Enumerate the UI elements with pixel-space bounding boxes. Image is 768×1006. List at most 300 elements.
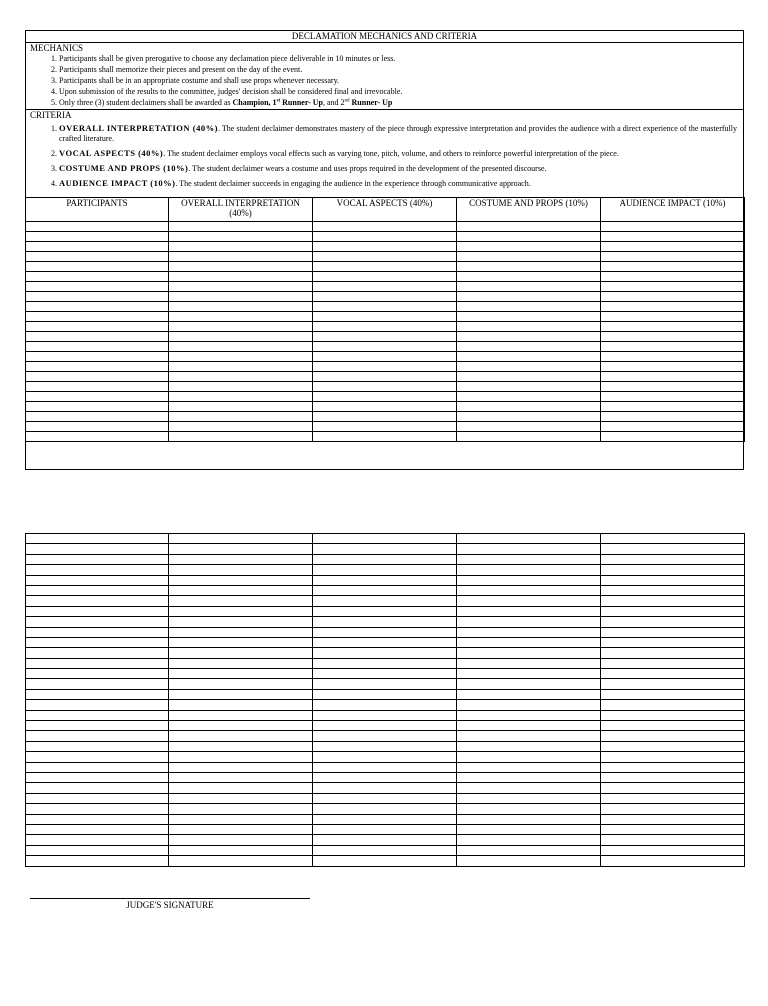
score-cell[interactable] bbox=[457, 252, 601, 262]
score-cell[interactable] bbox=[313, 232, 457, 242]
score-cell[interactable] bbox=[313, 534, 457, 544]
score-cell[interactable] bbox=[26, 689, 169, 699]
score-cell[interactable] bbox=[169, 382, 313, 392]
score-cell[interactable] bbox=[26, 402, 169, 412]
score-cell[interactable] bbox=[457, 689, 601, 699]
score-cell[interactable] bbox=[457, 741, 601, 751]
table-row bbox=[26, 302, 745, 312]
score-cell[interactable] bbox=[169, 412, 313, 422]
mechanics-item: 3. Participants shall be in an appropriate costume and shall use props whenever necessary. bbox=[59, 75, 743, 86]
score-cell[interactable] bbox=[457, 606, 601, 616]
score-cell[interactable] bbox=[601, 362, 745, 372]
score-cell[interactable] bbox=[313, 352, 457, 362]
score-cell[interactable] bbox=[601, 814, 745, 824]
score-cell[interactable] bbox=[601, 679, 745, 689]
score-cell[interactable] bbox=[169, 432, 313, 442]
score-cell[interactable] bbox=[26, 731, 169, 741]
score-cell[interactable] bbox=[601, 575, 745, 585]
score-cell[interactable] bbox=[601, 302, 745, 312]
score-cell[interactable] bbox=[169, 637, 313, 647]
score-cell[interactable] bbox=[601, 669, 745, 679]
score-cell[interactable] bbox=[26, 648, 169, 658]
score-cell[interactable] bbox=[601, 402, 745, 412]
score-cell[interactable] bbox=[601, 312, 745, 322]
score-cell[interactable] bbox=[457, 585, 601, 595]
score-cell[interactable] bbox=[26, 637, 169, 647]
score-cell[interactable] bbox=[457, 392, 601, 402]
table-row bbox=[26, 804, 745, 814]
score-cell[interactable] bbox=[313, 262, 457, 272]
score-cell[interactable] bbox=[601, 752, 745, 762]
score-cell[interactable] bbox=[457, 402, 601, 412]
score-cell[interactable] bbox=[601, 689, 745, 699]
score-cell[interactable] bbox=[313, 565, 457, 575]
score-cell[interactable] bbox=[313, 731, 457, 741]
score-cell[interactable] bbox=[601, 372, 745, 382]
score-cell[interactable] bbox=[601, 731, 745, 741]
score-cell[interactable] bbox=[169, 783, 313, 793]
score-cell[interactable] bbox=[26, 382, 169, 392]
score-cell[interactable] bbox=[457, 302, 601, 312]
score-cell[interactable] bbox=[601, 648, 745, 658]
score-cell[interactable] bbox=[26, 679, 169, 689]
score-cell[interactable] bbox=[457, 679, 601, 689]
score-cell[interactable] bbox=[313, 382, 457, 392]
score-cell[interactable] bbox=[313, 252, 457, 262]
score-cell[interactable] bbox=[169, 772, 313, 782]
score-cell[interactable] bbox=[457, 322, 601, 332]
score-cell[interactable] bbox=[313, 648, 457, 658]
score-cell[interactable] bbox=[26, 772, 169, 782]
score-cell[interactable] bbox=[26, 392, 169, 402]
score-cell[interactable] bbox=[169, 585, 313, 595]
score-cell[interactable] bbox=[313, 342, 457, 352]
score-cell[interactable] bbox=[457, 814, 601, 824]
award-and: , and 2 bbox=[322, 98, 345, 107]
score-cell[interactable] bbox=[457, 312, 601, 322]
score-cell[interactable] bbox=[26, 372, 169, 382]
table-row bbox=[26, 669, 745, 679]
score-cell[interactable] bbox=[457, 575, 601, 585]
score-cell[interactable] bbox=[169, 262, 313, 272]
score-cell[interactable] bbox=[601, 565, 745, 575]
score-cell[interactable] bbox=[26, 804, 169, 814]
score-cell[interactable] bbox=[313, 242, 457, 252]
score-cell[interactable] bbox=[169, 554, 313, 564]
score-cell[interactable] bbox=[26, 422, 169, 432]
score-cell[interactable] bbox=[601, 282, 745, 292]
score-cell[interactable] bbox=[26, 658, 169, 668]
score-cell[interactable] bbox=[601, 322, 745, 332]
score-cell[interactable] bbox=[169, 814, 313, 824]
score-cell[interactable] bbox=[169, 252, 313, 262]
score-cell[interactable] bbox=[313, 669, 457, 679]
score-cell[interactable] bbox=[169, 362, 313, 372]
mechanics-section bbox=[26, 43, 743, 110]
score-cell[interactable] bbox=[313, 322, 457, 332]
table-row bbox=[26, 741, 745, 751]
score-cell[interactable] bbox=[169, 332, 313, 342]
award-champion: Champion, 1 bbox=[232, 98, 277, 107]
score-cell[interactable] bbox=[26, 824, 169, 834]
score-cell[interactable] bbox=[169, 402, 313, 412]
score-cell[interactable] bbox=[169, 710, 313, 720]
score-cell[interactable] bbox=[601, 432, 745, 442]
score-cell[interactable] bbox=[26, 272, 169, 282]
score-cell[interactable] bbox=[601, 422, 745, 432]
score-cell[interactable] bbox=[313, 721, 457, 731]
table-row bbox=[26, 412, 745, 422]
score-cell[interactable] bbox=[313, 824, 457, 834]
score-cell[interactable] bbox=[26, 585, 169, 595]
score-cell[interactable] bbox=[601, 658, 745, 668]
score-cell[interactable] bbox=[169, 856, 313, 866]
score-cell[interactable] bbox=[313, 585, 457, 595]
score-cell[interactable] bbox=[601, 412, 745, 422]
score-cell[interactable] bbox=[26, 432, 169, 442]
score-cell[interactable] bbox=[457, 793, 601, 803]
criteria-item-text: . The student declaimer succeeds in engaging the audience in the experience through communicative approach. bbox=[175, 179, 531, 188]
score-cell[interactable] bbox=[601, 606, 745, 616]
score-cell[interactable] bbox=[26, 292, 169, 302]
score-cell[interactable] bbox=[26, 534, 169, 544]
criteria-item-text: . The student declaimer employs vocal effects such as varying tone, pitch, volume, and others to reinforce powerful interpretation of the piece. bbox=[163, 149, 619, 158]
score-cell[interactable] bbox=[457, 272, 601, 282]
score-cell[interactable] bbox=[169, 804, 313, 814]
score-cell[interactable] bbox=[313, 596, 457, 606]
score-cell[interactable] bbox=[169, 534, 313, 544]
table-row bbox=[26, 565, 745, 575]
score-cell[interactable] bbox=[169, 222, 313, 232]
score-cell[interactable] bbox=[169, 700, 313, 710]
score-cell[interactable] bbox=[26, 242, 169, 252]
score-cell[interactable] bbox=[313, 835, 457, 845]
score-cell[interactable] bbox=[313, 362, 457, 372]
score-cell[interactable] bbox=[26, 565, 169, 575]
score-cell[interactable] bbox=[457, 669, 601, 679]
score-cell[interactable] bbox=[26, 783, 169, 793]
score-cell[interactable] bbox=[601, 627, 745, 637]
score-cell[interactable] bbox=[26, 332, 169, 342]
score-cell[interactable] bbox=[169, 372, 313, 382]
score-cell[interactable] bbox=[169, 544, 313, 554]
table-row bbox=[26, 585, 745, 595]
score-cell[interactable] bbox=[169, 596, 313, 606]
score-cell[interactable] bbox=[26, 342, 169, 352]
score-cell[interactable] bbox=[457, 783, 601, 793]
score-cell[interactable] bbox=[457, 648, 601, 658]
score-cell[interactable] bbox=[169, 648, 313, 658]
score-cell[interactable] bbox=[601, 637, 745, 647]
score-cell[interactable] bbox=[601, 262, 745, 272]
score-cell[interactable] bbox=[169, 302, 313, 312]
score-cell[interactable] bbox=[313, 302, 457, 312]
score-cell[interactable] bbox=[169, 845, 313, 855]
score-cell[interactable] bbox=[313, 637, 457, 647]
score-cell[interactable] bbox=[26, 596, 169, 606]
score-cell[interactable] bbox=[601, 793, 745, 803]
score-cell[interactable] bbox=[457, 382, 601, 392]
score-cell[interactable] bbox=[313, 814, 457, 824]
score-cell[interactable] bbox=[457, 282, 601, 292]
score-cell[interactable] bbox=[26, 752, 169, 762]
score-cell[interactable] bbox=[313, 741, 457, 751]
score-cell[interactable] bbox=[26, 252, 169, 262]
table-row bbox=[26, 432, 745, 442]
score-cell[interactable] bbox=[601, 783, 745, 793]
score-cell[interactable] bbox=[313, 575, 457, 585]
score-cell[interactable] bbox=[313, 272, 457, 282]
score-cell[interactable] bbox=[601, 585, 745, 595]
score-cell[interactable] bbox=[26, 627, 169, 637]
header-costume-and-props: COSTUME AND PROPS (10%) bbox=[457, 198, 601, 222]
score-cell[interactable] bbox=[26, 312, 169, 322]
table-row bbox=[26, 814, 745, 824]
score-cell[interactable] bbox=[601, 845, 745, 855]
score-cell[interactable] bbox=[601, 772, 745, 782]
score-cell[interactable] bbox=[313, 856, 457, 866]
score-cell[interactable] bbox=[169, 242, 313, 252]
score-cell[interactable] bbox=[457, 432, 601, 442]
table-row bbox=[26, 362, 745, 372]
score-cell[interactable] bbox=[601, 544, 745, 554]
score-cell[interactable] bbox=[26, 575, 169, 585]
score-cell[interactable] bbox=[601, 741, 745, 751]
score-cell[interactable] bbox=[601, 804, 745, 814]
score-cell[interactable] bbox=[601, 232, 745, 242]
score-cell[interactable] bbox=[457, 292, 601, 302]
score-cell[interactable] bbox=[313, 282, 457, 292]
score-cell[interactable] bbox=[457, 731, 601, 741]
score-cell[interactable] bbox=[313, 312, 457, 322]
score-cell[interactable] bbox=[26, 412, 169, 422]
table-row bbox=[26, 679, 745, 689]
score-cell[interactable] bbox=[169, 617, 313, 627]
score-cell[interactable] bbox=[457, 658, 601, 668]
score-cell[interactable] bbox=[601, 292, 745, 302]
score-cell[interactable] bbox=[26, 606, 169, 616]
table-row bbox=[26, 242, 745, 252]
score-cell[interactable] bbox=[26, 721, 169, 731]
score-cell[interactable] bbox=[457, 617, 601, 627]
score-cell[interactable] bbox=[601, 824, 745, 834]
score-cell[interactable] bbox=[169, 793, 313, 803]
score-cell[interactable] bbox=[601, 222, 745, 232]
score-cell[interactable] bbox=[313, 762, 457, 772]
score-cell[interactable] bbox=[457, 762, 601, 772]
score-cell[interactable] bbox=[169, 679, 313, 689]
score-cell[interactable] bbox=[457, 534, 601, 544]
score-cell[interactable] bbox=[457, 835, 601, 845]
score-cell[interactable] bbox=[457, 352, 601, 362]
score-cell[interactable] bbox=[457, 362, 601, 372]
score-cell[interactable] bbox=[26, 232, 169, 242]
score-cell[interactable] bbox=[457, 222, 601, 232]
score-cell[interactable] bbox=[26, 669, 169, 679]
score-cell[interactable] bbox=[457, 627, 601, 637]
score-cell[interactable] bbox=[457, 332, 601, 342]
score-cell[interactable] bbox=[457, 752, 601, 762]
score-cell[interactable] bbox=[601, 596, 745, 606]
score-cell[interactable] bbox=[457, 342, 601, 352]
score-cell[interactable] bbox=[601, 272, 745, 282]
score-cell[interactable] bbox=[26, 762, 169, 772]
score-cell[interactable] bbox=[313, 752, 457, 762]
score-cell[interactable] bbox=[313, 222, 457, 232]
score-cell[interactable] bbox=[169, 392, 313, 402]
score-cell[interactable] bbox=[169, 689, 313, 699]
score-cell[interactable] bbox=[169, 627, 313, 637]
score-cell[interactable] bbox=[26, 302, 169, 312]
score-cell[interactable] bbox=[313, 544, 457, 554]
score-cell[interactable] bbox=[313, 783, 457, 793]
score-cell[interactable] bbox=[26, 554, 169, 564]
score-cell[interactable] bbox=[601, 700, 745, 710]
score-cell[interactable] bbox=[26, 322, 169, 332]
score-cell[interactable] bbox=[313, 332, 457, 342]
score-cell[interactable] bbox=[169, 658, 313, 668]
score-cell[interactable] bbox=[601, 382, 745, 392]
score-cell[interactable] bbox=[601, 710, 745, 720]
score-cell[interactable] bbox=[26, 710, 169, 720]
score-cell[interactable] bbox=[313, 793, 457, 803]
score-cell[interactable] bbox=[169, 575, 313, 585]
score-cell[interactable] bbox=[26, 222, 169, 232]
table-row bbox=[26, 312, 745, 322]
score-cell[interactable] bbox=[457, 710, 601, 720]
table-row bbox=[26, 422, 745, 432]
criteria-item-title: OVERALL INTERPRETATION (40%) bbox=[59, 123, 218, 133]
score-cell[interactable] bbox=[169, 741, 313, 751]
score-cell[interactable] bbox=[601, 252, 745, 262]
score-cell[interactable] bbox=[169, 824, 313, 834]
score-cell[interactable] bbox=[169, 422, 313, 432]
score-cell[interactable] bbox=[313, 710, 457, 720]
score-cell[interactable] bbox=[169, 352, 313, 362]
score-cell[interactable] bbox=[457, 772, 601, 782]
score-cell[interactable] bbox=[169, 232, 313, 242]
score-cell[interactable] bbox=[457, 544, 601, 554]
criteria-section bbox=[26, 110, 743, 189]
score-cell[interactable] bbox=[169, 292, 313, 302]
awards-prefix: Only three (3) student declaimers shall be awarded as bbox=[59, 98, 231, 107]
score-cell[interactable] bbox=[26, 814, 169, 824]
score-cell[interactable] bbox=[169, 272, 313, 282]
score-cell[interactable] bbox=[313, 422, 457, 432]
score-cell[interactable] bbox=[169, 835, 313, 845]
score-cell[interactable] bbox=[457, 637, 601, 647]
score-cell[interactable] bbox=[457, 422, 601, 432]
score-cell[interactable] bbox=[457, 232, 601, 242]
score-cell[interactable] bbox=[26, 262, 169, 272]
score-cell[interactable] bbox=[457, 242, 601, 252]
score-cell[interactable] bbox=[457, 554, 601, 564]
score-cell[interactable] bbox=[313, 432, 457, 442]
table-row bbox=[26, 282, 745, 292]
score-cell[interactable] bbox=[169, 342, 313, 352]
award-st-suffix: st bbox=[276, 98, 281, 104]
score-cell[interactable] bbox=[601, 342, 745, 352]
score-cell[interactable] bbox=[26, 282, 169, 292]
score-cell[interactable] bbox=[26, 845, 169, 855]
score-cell[interactable] bbox=[313, 554, 457, 564]
score-cell[interactable] bbox=[313, 392, 457, 402]
score-cell[interactable] bbox=[313, 627, 457, 637]
score-cell[interactable] bbox=[313, 679, 457, 689]
table-row bbox=[26, 332, 745, 342]
score-cell[interactable] bbox=[313, 689, 457, 699]
score-cell[interactable] bbox=[601, 242, 745, 252]
score-cell[interactable] bbox=[26, 352, 169, 362]
score-cell[interactable] bbox=[26, 544, 169, 554]
score-cell[interactable] bbox=[457, 565, 601, 575]
award-runner-up-2: Runner- Up bbox=[349, 98, 393, 107]
score-cell[interactable] bbox=[601, 332, 745, 342]
score-cell[interactable] bbox=[313, 606, 457, 616]
score-cell[interactable] bbox=[313, 292, 457, 302]
score-cell[interactable] bbox=[457, 721, 601, 731]
score-cell[interactable] bbox=[601, 617, 745, 627]
score-cell[interactable] bbox=[313, 617, 457, 627]
score-cell[interactable] bbox=[313, 402, 457, 412]
score-cell[interactable] bbox=[601, 721, 745, 731]
score-cell[interactable] bbox=[26, 741, 169, 751]
score-cell[interactable] bbox=[169, 752, 313, 762]
score-cell[interactable] bbox=[457, 596, 601, 606]
score-cell[interactable] bbox=[313, 412, 457, 422]
score-cell[interactable] bbox=[601, 392, 745, 402]
score-cell[interactable] bbox=[457, 845, 601, 855]
score-cell[interactable] bbox=[26, 617, 169, 627]
score-cell[interactable] bbox=[601, 352, 745, 362]
score-cell[interactable] bbox=[313, 772, 457, 782]
score-cell[interactable] bbox=[169, 312, 313, 322]
score-cell[interactable] bbox=[26, 793, 169, 803]
table-row bbox=[26, 596, 745, 606]
score-cell[interactable] bbox=[26, 856, 169, 866]
score-cell[interactable] bbox=[169, 606, 313, 616]
score-cell[interactable] bbox=[601, 534, 745, 544]
score-cell[interactable] bbox=[26, 700, 169, 710]
score-cell[interactable] bbox=[457, 824, 601, 834]
score-cell[interactable] bbox=[457, 804, 601, 814]
score-cell[interactable] bbox=[601, 856, 745, 866]
score-cell[interactable] bbox=[457, 412, 601, 422]
score-cell[interactable] bbox=[169, 762, 313, 772]
score-cell[interactable] bbox=[26, 835, 169, 845]
score-cell[interactable] bbox=[169, 322, 313, 332]
score-cell[interactable] bbox=[601, 835, 745, 845]
score-cell[interactable] bbox=[313, 658, 457, 668]
score-cell[interactable] bbox=[169, 721, 313, 731]
score-cell[interactable] bbox=[169, 731, 313, 741]
score-cell[interactable] bbox=[313, 804, 457, 814]
score-cell[interactable] bbox=[457, 372, 601, 382]
score-cell[interactable] bbox=[601, 554, 745, 564]
score-cell[interactable] bbox=[313, 845, 457, 855]
score-cell[interactable] bbox=[457, 262, 601, 272]
score-cell[interactable] bbox=[457, 856, 601, 866]
score-cell[interactable] bbox=[169, 282, 313, 292]
score-cell[interactable] bbox=[457, 700, 601, 710]
score-cell[interactable] bbox=[26, 362, 169, 372]
score-cell[interactable] bbox=[313, 700, 457, 710]
score-cell[interactable] bbox=[601, 762, 745, 772]
score-cell[interactable] bbox=[169, 669, 313, 679]
score-cell[interactable] bbox=[169, 565, 313, 575]
mechanics-list bbox=[26, 53, 743, 108]
score-cell[interactable] bbox=[313, 372, 457, 382]
